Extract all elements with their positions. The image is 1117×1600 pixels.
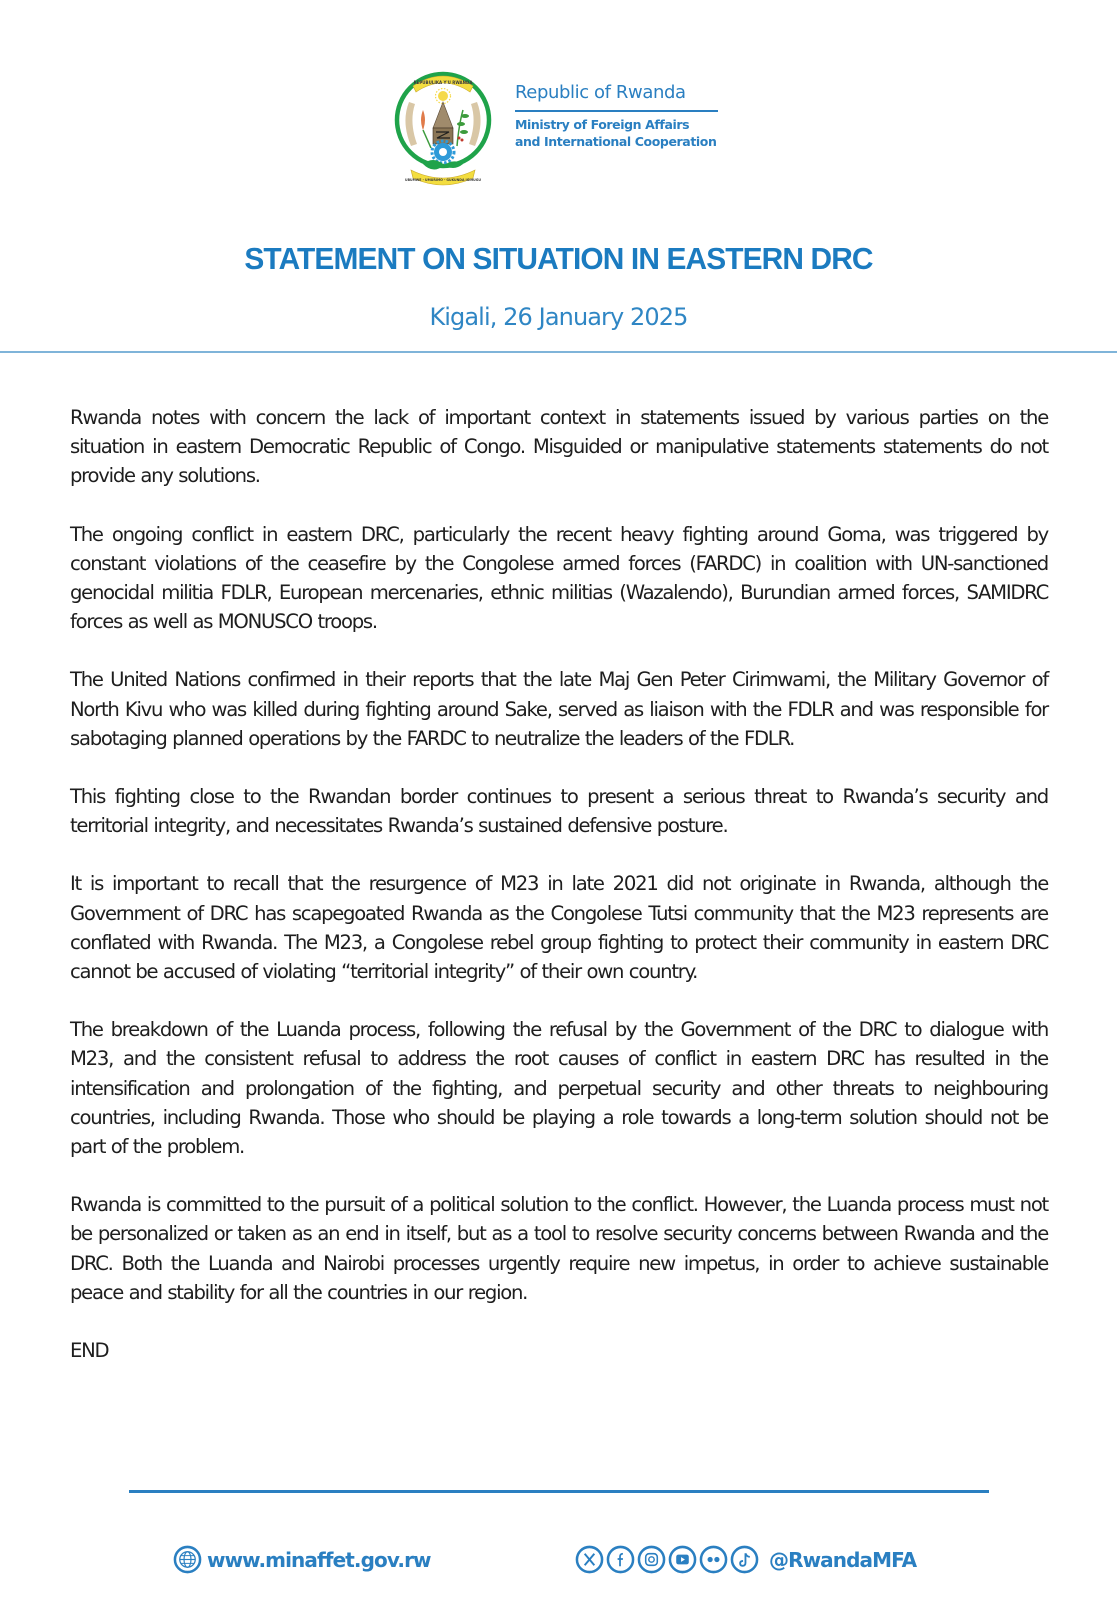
document-title: STATEMENT ON SITUATION IN EASTERN DRC [244,242,873,276]
document-dateline: Kigali, 26 January 2025 [429,303,688,331]
statement-paragraph: This fighting close to the Rwandan border continues to present a serious threat to Rwanda’s security and territorial integrity, and necessitates Rwanda’s sustained defensive posture. [70,785,1048,838]
statement-paragraph: Rwanda notes with concern the lack of important context in statements issued by various parties on the situation in eastern Democratic Republic of Congo. Misguided or manipulative statements statements do not provide any solutions. [70,406,1048,488]
statement-paragraph: The ongoing conflict in eastern DRC, particularly the recent heavy fighting around Goma, was triggered by constant violations of the ceasefire by the Congolese armed forces (FARDC) in coalition with UN-sanctioned genocidal militia FDLR, European mercenaries, ethnic militias (Wazalendo), Burundian armed forces, SAMIDRC forces as well as MONUSCO troops. [70,522,1048,634]
ministry-name-line-1: Ministry of Foreign Affairs [515,117,690,132]
flickr-icon[interactable] [699,1545,728,1574]
footer-divider [129,1490,989,1493]
social-handle[interactable]: @RwandaMFA [769,1547,917,1572]
statement-paragraph: The United Nations confirmed in their reports that the late Maj Gen Peter Cirimwami, the Military Governor of North Kivu who was killed during fighting around Sake, served as liaison with the FDLR and was responsible for sabotaging planned operations by the FARDC to neutralize the leaders of the FDLR. [70,668,1048,750]
social-links [575,1545,916,1574]
emblem-bottom-banner-text: UBUMWE - UMURIMO - GUKUNDA IGIHUGU [405,178,481,182]
republic-name: Republic of Rwanda [515,82,686,103]
end-mark: END [70,1339,109,1363]
website-url: www.minaffet.gov.rw [207,1547,431,1572]
instagram-icon[interactable] [637,1545,666,1574]
statement-body [70,403,1048,1394]
rwanda-coat-of-arms-emblem [393,62,493,190]
emblem-sun-icon [438,91,448,101]
x-icon[interactable] [575,1545,604,1574]
youtube-icon[interactable] [668,1545,697,1574]
footer [0,1545,1117,1581]
statement-paragraph: It is important to recall that the resurgence of M23 in late 2021 did not originate in Rwanda, although the Government of DRC has scapegoated Rwanda as the Congolese Tutsi community that the M23 represents are conflated with Rwanda. The M23, a Congolese rebel group fighting to protect their community in eastern DRC cannot be accused of violating “territorial integrity” of their own country. [70,872,1048,984]
letterhead [393,62,733,192]
ministry-name-line-2: and International Cooperation [515,134,717,149]
ministry-divider [515,110,718,112]
tiktok-icon[interactable] [730,1545,759,1574]
ministry-block [515,82,725,150]
statement-paragraph: The breakdown of the Luanda process, following the refusal by the Government of the DRC to dialogue with M23, and the consistent refusal to address the root causes of conflict in eastern DRC has resulted in the intensification and prolongation of the fighting, and perpetual security and other threats to neighbouring countries, including Rwanda. Those who should be playing a role towards a long-term solution should not be part of the problem. [70,1018,1048,1159]
facebook-icon[interactable] [606,1545,635,1574]
header-divider [0,351,1117,353]
statement-paragraph: Rwanda is committed to the pursuit of a political solution to the conflict. However, the Luanda process must not be personalized or taken as an end in itself, but as a tool to resolve security concerns between Rwanda and the DRC. Both the Luanda and Nairobi processes urgently require new impetus, in order to achieve sustainable peace and stability for all the countries in our region. [70,1193,1048,1304]
website-link[interactable] [173,1545,431,1574]
emblem-top-banner-text: REPUBULIKA Y'U RWANDA [413,80,473,85]
globe-icon [173,1545,202,1574]
